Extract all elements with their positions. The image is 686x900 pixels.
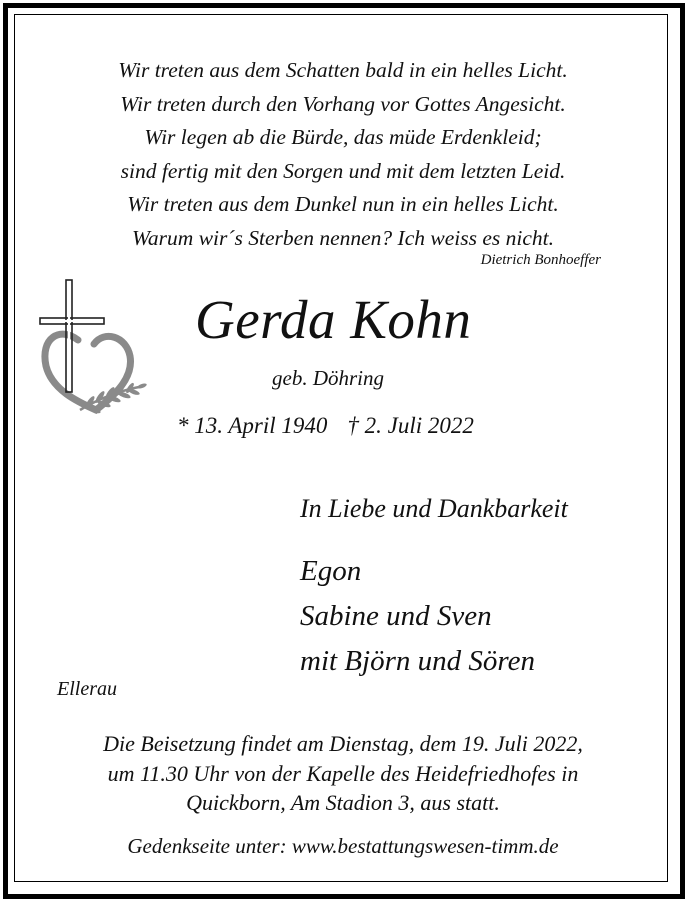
poem-author: Dietrich Bonhoeffer — [480, 252, 601, 268]
poem-line: Wir treten aus dem Schatten bald in ein helles Licht. — [118, 58, 568, 82]
life-dates — [177, 413, 474, 439]
funeral-line: Die Beisetzung findet am Dienstag, dem 19. Juli 2022, — [103, 731, 583, 756]
dedication: In Liebe und Dankbarkeit — [300, 494, 568, 523]
death-date: † 2. Juli 2022 — [347, 413, 474, 438]
poem-line: Wir treten aus dem Dunkel nun in ein helles Licht. — [127, 192, 559, 216]
place: Ellerau — [57, 678, 117, 700]
deceased-name: Gerda Kohn — [195, 289, 472, 350]
mourner: Egon — [300, 555, 362, 587]
mourner: Sabine und Sven — [300, 600, 492, 632]
funeral-line: um 11.30 Uhr von der Kapelle des Heidefriedhofes in — [107, 760, 579, 786]
memorial-page-link[interactable]: Gedenkseite unter: www.bestattungswesen-timm.de — [127, 834, 559, 858]
poem-line: Wir treten durch den Vorhang vor Gottes Angesicht. — [120, 91, 566, 116]
poem-line: Wir legen ab die Bürde, das müde Erdenkleid; — [144, 125, 542, 149]
funeral-notice — [0, 729, 686, 818]
maiden-name: geb. Döhring — [272, 366, 384, 390]
birth-date: * 13. April 1940 — [177, 413, 328, 438]
mourner: mit Björn und Sören — [300, 645, 535, 677]
funeral-line: Quickborn, Am Stadion 3, aus statt. — [186, 790, 500, 815]
cross-heart-palm-icon — [38, 278, 148, 428]
poem-line: Warum wir´s Sterben nennen? Ich weiss es nicht. — [132, 225, 554, 250]
poem-line: sind fertig mit den Sorgen und mit dem letzten Leid. — [120, 158, 566, 183]
poem — [0, 54, 686, 255]
mourners-list — [300, 549, 535, 684]
